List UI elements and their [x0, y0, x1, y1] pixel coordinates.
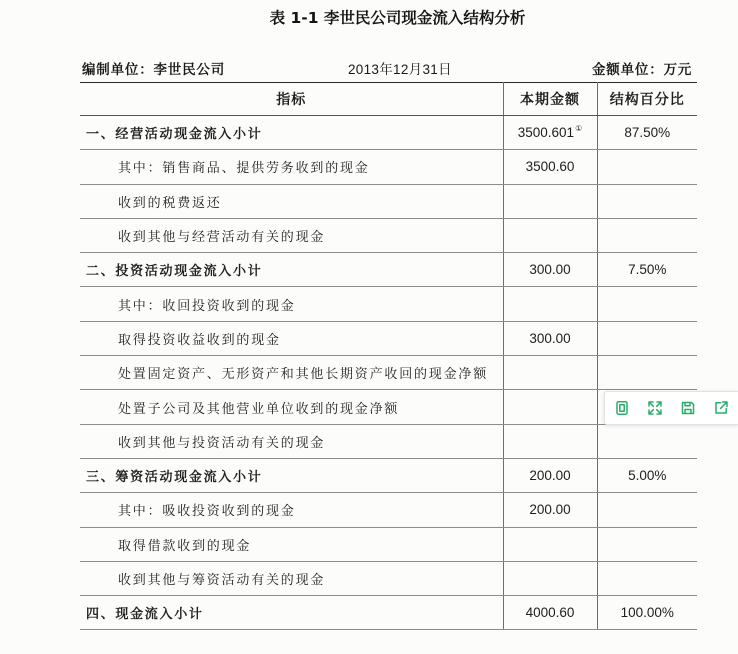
amount-value: 3500.601	[517, 125, 575, 141]
indicator-cell: 四、现金流入小计	[80, 596, 503, 630]
amount-cell	[503, 390, 597, 424]
indicator-cell: 收到的税费返还	[80, 184, 503, 218]
percent-cell	[597, 184, 697, 218]
save-button[interactable]	[680, 400, 696, 416]
copy-button[interactable]	[614, 400, 630, 416]
indicator-cell: 处置固定资产、无形资产和其他长期资产收回的现金净额	[80, 356, 503, 390]
column-header-percent: 结构百分比	[597, 83, 697, 116]
table-row	[80, 218, 697, 252]
indicator-cell: 收到其他与筹资活动有关的现金	[80, 561, 503, 595]
share-icon	[713, 400, 729, 416]
amount-cell: 300.00	[503, 321, 597, 355]
percent-cell	[597, 356, 697, 390]
indicator-cell: 二、投资活动现金流入小计	[80, 253, 503, 287]
amount-cell: 200.00	[503, 493, 597, 527]
table-row	[80, 561, 697, 595]
indicator-cell: 其中：收回投资收到的现金	[80, 287, 503, 321]
amount-cell	[503, 116, 597, 150]
percent-cell	[597, 424, 697, 458]
percent-cell: 7.50%	[597, 253, 697, 287]
percent-cell	[597, 493, 697, 527]
table-header-row	[80, 83, 697, 116]
percent-cell	[597, 218, 697, 252]
amount-cell	[503, 527, 597, 561]
percent-cell	[597, 527, 697, 561]
amount-cell: 3500.60	[503, 150, 597, 184]
table-row-subtotal	[80, 253, 697, 287]
amount-cell: 300.00	[503, 253, 597, 287]
table-row	[80, 424, 697, 458]
amount-unit-label: 金额单位：万元	[592, 62, 693, 78]
amount-cell	[503, 424, 597, 458]
amount-cell: 4000.60	[503, 596, 597, 630]
copy-icon	[614, 400, 630, 416]
table-row	[80, 287, 697, 321]
table-row-subtotal	[80, 116, 697, 150]
indicator-cell: 一、经营活动现金流入小计	[80, 116, 503, 150]
floating-image-toolbar	[604, 391, 738, 425]
table-row	[80, 321, 697, 355]
amount-cell	[503, 184, 597, 218]
expand-button[interactable]	[647, 400, 663, 416]
table-row	[80, 493, 697, 527]
percent-cell: 5.00%	[597, 458, 697, 492]
amount-cell	[503, 218, 597, 252]
indicator-cell: 收到其他与投资活动有关的现金	[80, 424, 503, 458]
table-row	[80, 150, 697, 184]
share-button[interactable]	[713, 400, 729, 416]
expand-icon	[647, 400, 663, 416]
indicator-cell: 处置子公司及其他营业单位收到的现金净额	[80, 390, 503, 424]
table-title: 表 1-1 李世民公司现金流入结构分析	[269, 9, 526, 27]
percent-cell	[597, 150, 697, 184]
percent-cell	[597, 287, 697, 321]
indicator-cell: 取得借款收到的现金	[80, 527, 503, 561]
amount-cell: 200.00	[503, 458, 597, 492]
report-date: 2013年12月31日	[348, 62, 452, 77]
percent-cell: 100.00%	[597, 596, 697, 630]
table-row-subtotal	[80, 458, 697, 492]
table-row	[80, 527, 697, 561]
indicator-cell: 其中：吸收投资收到的现金	[80, 493, 503, 527]
save-icon	[680, 400, 696, 416]
amount-cell	[503, 561, 597, 595]
prepared-by-label: 编制单位：李世民公司	[82, 62, 225, 78]
percent-cell: 87.50%	[597, 116, 697, 150]
table-row	[80, 184, 697, 218]
column-header-indicator: 指标	[80, 83, 503, 116]
indicator-cell: 收到其他与经营活动有关的现金	[80, 218, 503, 252]
footnote-marker: ①	[575, 124, 583, 134]
table-row	[80, 356, 697, 390]
amount-cell	[503, 287, 597, 321]
indicator-cell: 三、筹资活动现金流入小计	[80, 458, 503, 492]
column-header-amount: 本期金额	[503, 83, 597, 116]
amount-cell	[503, 356, 597, 390]
table-row-subtotal	[80, 596, 697, 630]
percent-cell	[597, 321, 697, 355]
indicator-cell: 取得投资收益收到的现金	[80, 321, 503, 355]
cash-inflow-table	[80, 82, 697, 630]
indicator-cell: 其中：销售商品、提供劳务收到的现金	[80, 150, 503, 184]
percent-cell	[597, 561, 697, 595]
